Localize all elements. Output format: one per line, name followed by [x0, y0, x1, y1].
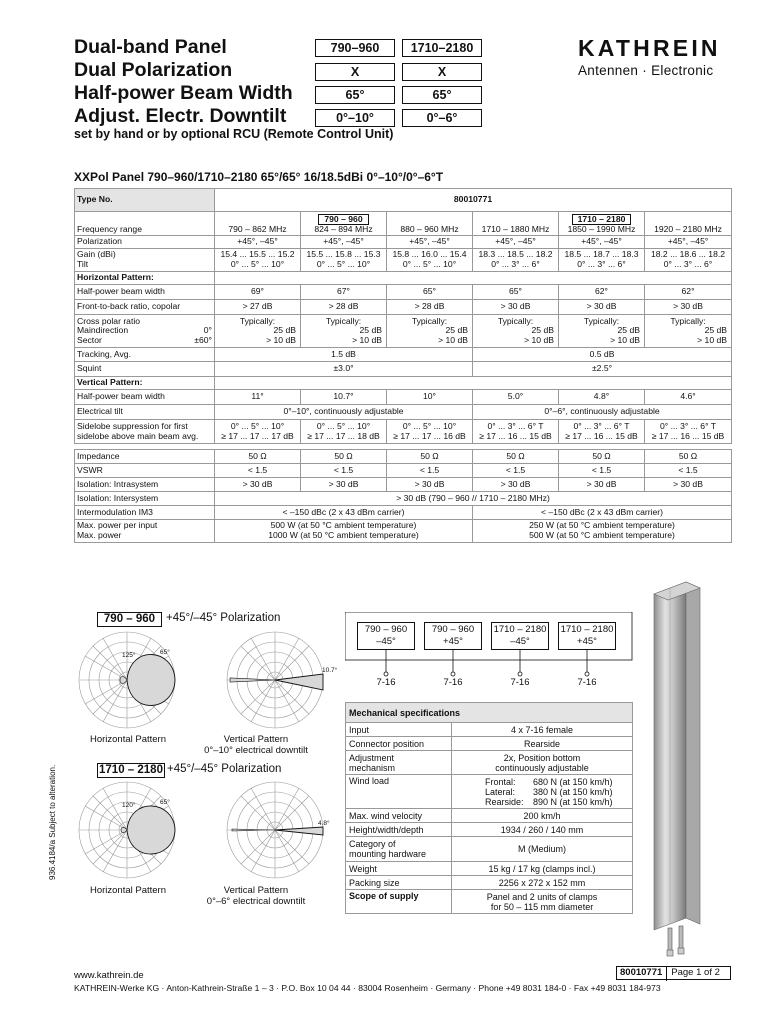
cp-typ: Typically: — [670, 315, 706, 326]
vhpbw-label: Half-power beam width — [75, 390, 215, 405]
hpbw-cell: 67° — [301, 285, 387, 300]
power-high-2: 500 W (at 50 °C ambient temperature) — [529, 530, 675, 540]
table-row — [75, 420, 732, 444]
mech-value: 1934 / 260 / 140 mm — [452, 823, 633, 837]
ss-value: ≥ 17 ... 17 ... 16 dB — [393, 430, 466, 441]
tilt-value: 0° ... 3° ... 6° — [663, 259, 713, 269]
cp-sector-value: > 10 dB — [352, 334, 382, 345]
tracking-low: 1.5 dB — [215, 348, 473, 362]
table-row — [346, 703, 633, 723]
pattern-pol-text-2: +45°/–45° Polarization — [167, 763, 282, 775]
vhpbw-cell: 5.0° — [473, 390, 559, 405]
ftb-cell: > 30 dB — [473, 300, 559, 315]
pol-cell: +45°, –45° — [387, 236, 473, 249]
impedance-cell: 50 Ω — [645, 450, 732, 464]
table-row — [75, 315, 732, 348]
pattern-pol-text-1: +45°/–45° Polarization — [166, 612, 281, 624]
mech-value-line: continuously adjustable — [495, 762, 589, 773]
gain-value: 15.8 ... 16.0 ... 15.4 — [392, 249, 467, 260]
tracking-label: Tracking, Avg. — [75, 348, 215, 362]
table-row — [346, 809, 633, 823]
pattern-diagram-low — [70, 630, 340, 732]
impedance-cell: 50 Ω — [559, 450, 645, 464]
ss-value: ≥ 17 ... 16 ... 15 dB — [479, 430, 552, 441]
mech-value — [452, 751, 633, 775]
iso-intra-cell: > 30 dB — [559, 478, 645, 492]
power-label-1: Max. power per input — [77, 520, 158, 531]
freq-label: Frequency range — [75, 212, 215, 236]
table-row — [346, 723, 633, 737]
freq-cell — [559, 212, 645, 236]
iso-inter-value: > 30 dB (790 – 960 // 1710 – 2180 MHz) — [215, 492, 732, 506]
pattern-label: 10.7° — [322, 667, 338, 674]
iso-intra-cell: > 30 dB — [301, 478, 387, 492]
cp-sector-angle: ±60° — [194, 334, 212, 345]
mech-label-line: Adjustment — [349, 752, 395, 763]
tilt-value: 0° ... 5° ... 10° — [402, 259, 457, 269]
connector-box — [424, 622, 482, 650]
mech-label-line: mounting hardware — [349, 849, 427, 859]
cp-main-value: 25 dB — [531, 325, 554, 336]
im3-high: < –150 dBc (2 x 43 dBm carrier) — [473, 506, 732, 520]
vswr-cell: < 1.5 — [215, 464, 301, 478]
connector-band: 1710 – 2180 — [493, 624, 547, 635]
tilt-value: 0° ... 3° ... 6° — [491, 259, 540, 269]
sidelobe-cell — [645, 420, 732, 444]
wind-val: 680 N (at 150 km/h) — [533, 776, 613, 787]
impedance-cell: 50 Ω — [387, 450, 473, 464]
power-low — [215, 520, 473, 543]
connector-pol: +45° — [577, 636, 597, 647]
table-row — [75, 464, 732, 478]
squint-high: ±2.5° — [473, 362, 732, 377]
mech-label: Scope of supply — [346, 890, 452, 914]
cp-main-label: Maindirection — [77, 325, 129, 336]
kathrein-logo: KATHREIN — [578, 35, 721, 61]
power-label-2: Max. power — [77, 530, 122, 540]
table-row — [75, 390, 732, 405]
type-no: 80010771 — [215, 189, 732, 212]
header-line-3: Half-power Beam Width — [74, 82, 293, 104]
mech-value — [452, 890, 633, 914]
v-pattern-caption-2: Vertical Pattern — [223, 885, 289, 896]
vhpbw-cell: 4.8° — [559, 390, 645, 405]
gain-value: 18.2 ... 18.6 ... 18.2 — [650, 249, 726, 260]
mech-title: Mechanical specifications — [346, 703, 633, 723]
pattern-label: 120° — [122, 802, 136, 809]
connector-type: 7-16 — [443, 677, 463, 688]
gain-cell — [301, 249, 387, 272]
mech-label: Wind load — [346, 775, 452, 809]
mech-value: Rearside — [452, 737, 633, 751]
cp-typ: Typically: — [325, 315, 362, 326]
mech-label: Input — [346, 723, 452, 737]
mech-label: Packing size — [346, 876, 452, 890]
impedance-cell: 50 Ω — [215, 450, 301, 464]
cp-sector-value: > 10 dB — [266, 334, 296, 345]
ftb-cell: > 28 dB — [387, 300, 473, 315]
table-row — [346, 837, 633, 862]
iso-inter-label: Isolation: Intersystem — [75, 492, 215, 506]
pol-cell: +45°, –45° — [215, 236, 301, 249]
sidelobe-cell — [301, 420, 387, 444]
ss-tilt: 0° ... 3° ... 6° T — [573, 420, 630, 431]
tilt-value: 0° ... 5° ... 10° — [316, 259, 371, 269]
power-label — [75, 520, 215, 543]
ftb-cell: > 30 dB — [559, 300, 645, 315]
pol-cell: +45°, –45° — [559, 236, 645, 249]
connector-box — [357, 622, 415, 650]
gain-label: Gain (dBi) — [77, 249, 116, 260]
mech-label — [346, 751, 452, 775]
table-row — [75, 506, 732, 520]
gain-cell — [559, 249, 645, 272]
table-row — [75, 492, 732, 506]
type-no-label: Type No. — [75, 189, 215, 212]
table-row — [75, 520, 732, 543]
ftb-cell: > 27 dB — [215, 300, 301, 315]
wind-values — [452, 775, 633, 809]
hpbw-label: Half-power beam width — [75, 285, 215, 300]
etilt-label: Electrical tilt — [75, 405, 215, 420]
empty-cell — [215, 377, 732, 390]
pol-label: Polarization — [75, 236, 215, 249]
pattern-label: 65° — [160, 649, 170, 656]
sidelobe-cell — [215, 420, 301, 444]
freq-text: 1850 – 1990 MHz — [567, 224, 636, 235]
freq-cell: 790 – 862 MHz — [215, 212, 301, 236]
mech-label — [346, 837, 452, 862]
etilt-low: 0°–10°, continuously adjustable — [215, 405, 473, 420]
pol-cell: +45°, –45° — [301, 236, 387, 249]
cp-sector-label: Sector — [77, 334, 102, 345]
horizontal-pattern-heading: Horizontal Pattern: — [75, 272, 215, 285]
freq-cell: 1710 – 1880 MHz — [473, 212, 559, 236]
pattern-band-low-box: 790 – 960 — [97, 612, 162, 627]
cross-polar-label — [75, 315, 215, 348]
squint-low: ±3.0° — [215, 362, 473, 377]
gain-cell — [645, 249, 732, 272]
tilt-high-box: 0°–6° — [402, 109, 482, 127]
hpbw-cell: 65° — [387, 285, 473, 300]
connector-box — [491, 622, 549, 650]
wind-grid — [485, 777, 629, 807]
cp-typ: Typically: — [411, 315, 448, 326]
table-row — [75, 189, 732, 212]
cp-main-value: 25 dB — [445, 325, 468, 336]
ss-tilt: 0° ... 3° ... 6° T — [487, 420, 544, 431]
pol-cell: +45°, –45° — [645, 236, 732, 249]
power-high-1: 250 W (at 50 °C ambient temperature) — [529, 520, 675, 531]
sidelobe-cell — [473, 420, 559, 444]
cp-typ: Typically: — [239, 315, 276, 326]
vswr-cell: < 1.5 — [301, 464, 387, 478]
connector-box — [558, 622, 616, 650]
im3-low: < –150 dBc (2 x 43 dBm carrier) — [215, 506, 473, 520]
logo-subtitle: Antennen · Electronic — [578, 63, 714, 78]
pattern-band-high-box: 1710 – 2180 — [97, 763, 165, 778]
table-row — [346, 823, 633, 837]
pol-low-box: X — [315, 63, 395, 81]
gain-value: 15.4 ... 15.5 ... 15.2 — [220, 249, 295, 260]
website-link[interactable]: www.kathrein.de — [74, 970, 144, 981]
wind-dir: Rearside: — [485, 796, 524, 807]
cp-typ: Typically: — [497, 315, 534, 326]
tracking-high: 0.5 dB — [473, 348, 732, 362]
vhpbw-cell: 10.7° — [301, 390, 387, 405]
wind-dir: Frontal: — [485, 776, 516, 787]
mech-label-line: mechanism — [349, 762, 396, 773]
ss-tilt: 0° ... 3° ... 6° T — [660, 420, 717, 431]
tilt-low-box: 0°–10° — [315, 109, 395, 127]
cp-main-value: 25 dB — [617, 325, 640, 336]
vswr-cell: < 1.5 — [387, 464, 473, 478]
cp-main-value: 25 dB — [359, 325, 382, 336]
pattern-label: 65° — [160, 799, 170, 806]
table-row — [75, 348, 732, 362]
table-row — [346, 890, 633, 914]
pattern-diagram-high — [70, 780, 340, 882]
power-low-1: 500 W (at 50 °C ambient temperature) — [270, 520, 417, 531]
table-row — [75, 450, 732, 464]
table-row — [75, 300, 732, 315]
mech-label: Weight — [346, 862, 452, 876]
connector-type: 7-16 — [376, 677, 396, 688]
cp-main-value: 25 dB — [704, 325, 728, 336]
ss-tilt: 0° ... 5° ... 10° — [316, 420, 371, 431]
gain-cell — [387, 249, 473, 272]
h-pattern-caption-2: Horizontal Pattern — [89, 885, 167, 896]
vhpbw-cell: 10° — [387, 390, 473, 405]
mech-value-line: for 50 – 115 mm diameter — [490, 901, 594, 912]
iso-intra-cell: > 30 dB — [387, 478, 473, 492]
ftb-label: Front-to-back ratio, copolar — [75, 300, 215, 315]
ss-tilt: 0° ... 5° ... 10° — [402, 420, 457, 431]
pol-cell: +45°, –45° — [473, 236, 559, 249]
cp-cell — [387, 315, 473, 348]
iso-intra-cell: > 30 dB — [215, 478, 301, 492]
iso-intra-cell: > 30 dB — [645, 478, 732, 492]
gain-tilt-label — [75, 249, 215, 272]
v-pattern-sub-2: 0°–6° electrical downtilt — [206, 896, 306, 907]
v-pattern-sub-1: 0°–10° electrical downtilt — [204, 745, 308, 756]
sidelobe-cell — [559, 420, 645, 444]
sidelobe-label-2: sidelobe above main beam avg. — [77, 430, 199, 441]
impedance-cell: 50 Ω — [301, 450, 387, 464]
band-high-box: 1710–2180 — [402, 39, 482, 57]
hpbw-cell: 62° — [645, 285, 732, 300]
ss-value: ≥ 17 ... 17 ... 18 dB — [307, 430, 380, 441]
wind-val: 380 N (at 150 km/h) — [533, 786, 613, 797]
table-row — [346, 737, 633, 751]
ftb-cell: > 28 dB — [301, 300, 387, 315]
freq-cell — [301, 212, 387, 236]
vertical-pattern-heading: Vertical Pattern: — [75, 377, 215, 390]
gain-value: 18.5 ... 18.7 ... 18.3 — [564, 249, 639, 260]
hpbw-cell: 69° — [215, 285, 301, 300]
gain-cell — [473, 249, 559, 272]
gain-cell — [215, 249, 301, 272]
freq-cell: 1920 – 2180 MHz — [645, 212, 732, 236]
wind-val: 890 N (at 150 km/h) — [533, 796, 613, 807]
header-line-1: Dual-band Panel — [74, 36, 227, 58]
connector-pol: +45° — [443, 636, 463, 647]
impedance-label: Impedance — [75, 450, 215, 464]
ftb-cell: > 30 dB — [645, 300, 732, 315]
connector-band: 790 – 960 — [364, 624, 408, 635]
iso-intra-label: Isolation: Intrasystem — [75, 478, 215, 492]
ss-value: ≥ 17 ... 16 ... 15 dB — [565, 430, 638, 441]
vhpbw-cell: 4.6° — [645, 390, 732, 405]
vhpbw-cell: 11° — [215, 390, 301, 405]
page-number: Page 1 of 2 — [671, 967, 720, 978]
table-row — [75, 285, 732, 300]
hpbw-cell: 62° — [559, 285, 645, 300]
header-line-2: Dual Polarization — [74, 59, 233, 81]
mech-value: 4 x 7-16 female — [452, 723, 633, 737]
im3-label: Intermodulation IM3 — [75, 506, 215, 520]
etilt-high: 0°–6°, continuously adjustable — [473, 405, 732, 420]
band-low-box: 790–960 — [315, 39, 395, 57]
ss-value: ≥ 17 ... 16 ... 15 dB — [651, 430, 725, 441]
cross-polar-title: Cross polar ratio — [77, 315, 141, 326]
band-tag-low: 790 – 960 — [318, 214, 368, 225]
iso-intra-cell: > 30 dB — [473, 478, 559, 492]
table-row — [75, 405, 732, 420]
gain-value: 18.3 ... 18.5 ... 18.2 — [478, 249, 553, 260]
table-row — [75, 362, 732, 377]
empty-cell — [215, 272, 732, 285]
cross-polar-sector — [77, 336, 212, 346]
connector-type: 7-16 — [510, 677, 530, 688]
gain-value: 15.5 ... 15.8 ... 15.3 — [306, 249, 381, 260]
header-line-4: Adjust. Electr. Downtilt — [74, 105, 287, 127]
tilt-value: 0° ... 5° ... 10° — [230, 259, 285, 269]
cp-main-value: 25 dB — [273, 325, 296, 336]
freq-cell: 880 – 960 MHz — [387, 212, 473, 236]
footer-type-no: 80010771 — [620, 967, 663, 978]
band-tag-high: 1710 – 2180 — [572, 214, 632, 225]
power-low-2: 1000 W (at 50 °C ambient temperature) — [268, 530, 419, 540]
cp-cell — [215, 315, 301, 348]
mech-label: Height/width/depth — [346, 823, 452, 837]
cp-sector-value: > 10 dB — [610, 334, 640, 345]
ss-value: ≥ 17 ... 17 ... 17 dB — [221, 430, 294, 441]
squint-label: Squint — [75, 362, 215, 377]
mech-value: 2256 x 272 x 152 mm — [452, 876, 633, 890]
cp-cell — [301, 315, 387, 348]
table-row — [346, 775, 633, 809]
cp-cell — [473, 315, 559, 348]
mech-label: Connector position — [346, 737, 452, 751]
mech-value: 15 kg / 17 kg (clamps incl.) — [452, 862, 633, 876]
connector-pol: –45° — [376, 636, 396, 647]
mech-value-line: 2x, Position bottom — [503, 752, 581, 763]
cp-cell — [645, 315, 732, 348]
cp-sector-value: > 10 dB — [524, 334, 554, 345]
hpbw-high-box: 65° — [402, 86, 482, 104]
rcu-subline: set by hand or by optional RCU (Remote Control Unit) — [74, 127, 394, 141]
table-row — [75, 272, 732, 285]
table-row — [346, 876, 633, 890]
freq-text: 824 – 894 MHz — [314, 224, 373, 235]
hpbw-low-box: 65° — [315, 86, 395, 104]
sidelobe-label-1: Sidelobe suppression for first — [77, 420, 188, 431]
tilt-value: 0° ... 3° ... 6° — [577, 259, 626, 269]
cp-typ: Typically: — [583, 315, 620, 326]
connector-type: 7-16 — [577, 677, 597, 688]
footer-divider — [666, 967, 667, 981]
vswr-label: VSWR — [75, 464, 215, 478]
vswr-cell: < 1.5 — [645, 464, 732, 478]
vswr-cell: < 1.5 — [473, 464, 559, 478]
cp-sector-value: > 10 dB — [438, 334, 468, 345]
mech-label: Max. wind velocity — [346, 809, 452, 823]
mechanical-table — [345, 702, 633, 914]
power-high — [473, 520, 732, 543]
mech-label-line: Category of — [349, 839, 396, 849]
tilt-label: Tilt — [77, 259, 89, 269]
product-title: XXPol Panel 790–960/1710–2180 65°/65° 16/18.5dBi 0°–10°/0°–6°T — [74, 170, 444, 184]
sidelobe-label — [75, 420, 215, 444]
table-row — [75, 377, 732, 390]
cp-cell — [559, 315, 645, 348]
hpbw-cell: 65° — [473, 285, 559, 300]
mech-value-line: Panel and 2 units of clamps — [486, 891, 598, 902]
connector-band: 1710 – 2180 — [560, 624, 614, 635]
vswr-cell: < 1.5 — [559, 464, 645, 478]
mech-value: M (Medium) — [452, 837, 633, 862]
spec-table — [74, 188, 732, 543]
table-row — [346, 862, 633, 876]
connector-pol: –45° — [510, 636, 530, 647]
table-row — [75, 249, 732, 272]
table-row — [346, 751, 633, 775]
wind-dir: Lateral: — [485, 786, 516, 797]
cp-main-angle: 0° — [203, 325, 212, 336]
h-pattern-caption-1: Horizontal Pattern — [89, 734, 167, 745]
cp-sector-value: > 10 dB — [697, 334, 728, 345]
antenna-image — [648, 578, 708, 964]
impedance-cell: 50 Ω — [473, 450, 559, 464]
sidelobe-cell — [387, 420, 473, 444]
table-row — [75, 478, 732, 492]
page-indicator — [616, 966, 731, 980]
table-row — [75, 236, 732, 249]
document-id-side-text: 936.4184/a Subject to alteration. — [48, 764, 57, 880]
connector-band: 790 – 960 — [431, 624, 475, 635]
pattern-label: 125° — [122, 652, 136, 659]
v-pattern-caption-1: Vertical Pattern — [223, 734, 289, 745]
pattern-label: 4.8° — [318, 820, 330, 827]
company-address: KATHREIN-Werke KG · Anton-Kathrein-Straße 1 – 3 · P.O. Box 10 04 44 · 83004 Rosenheim · Germany · Phone +49 8031 184-0 · Fax +49 8031 184-973 — [74, 983, 661, 993]
mech-value: 200 km/h — [452, 809, 633, 823]
ss-tilt: 0° ... 5° ... 10° — [230, 420, 285, 431]
pol-high-box: X — [402, 63, 482, 81]
table-row — [75, 212, 732, 236]
